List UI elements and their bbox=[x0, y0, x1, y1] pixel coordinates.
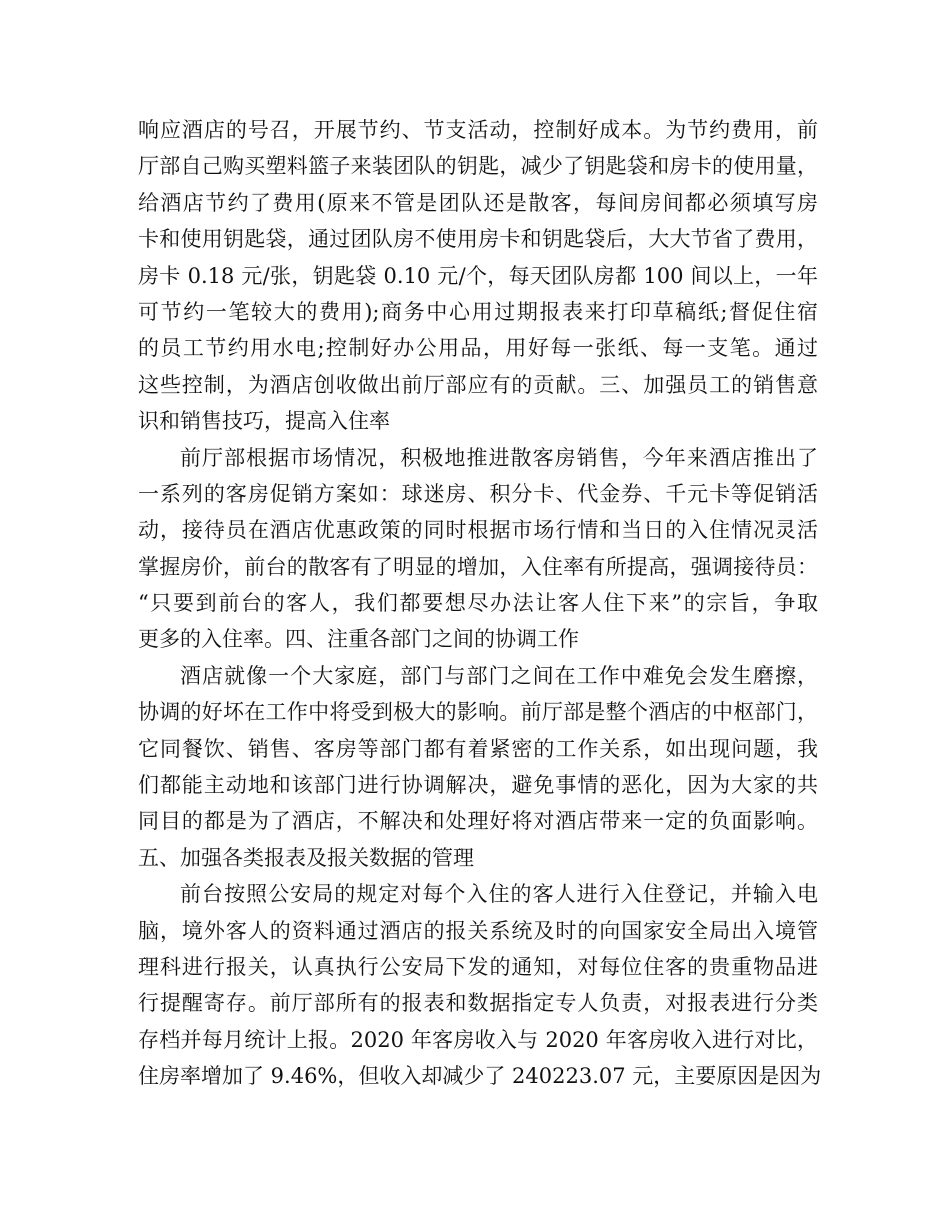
document-page bbox=[138, 112, 822, 1095]
text-line: 行提醒寄存。前厅部所有的报表和数据指定专人负责，对报表进行分类 bbox=[138, 991, 818, 1016]
text-line: 酒店就像一个大家庭，部门与部门之间在工作中难免会发生磨擦， bbox=[180, 663, 818, 688]
text-line: 的员工节约用水电;控制好办公用品，用好每一张纸、每一支笔。通过 bbox=[138, 336, 818, 361]
text-line: 前厅部根据市场情况，积极地推进散客房销售，今年来酒店推出了 bbox=[180, 445, 818, 470]
text-line: 可节约一笔较大的费用);商务中心用过期报表来打印草稿纸;督促住宿 bbox=[138, 299, 818, 324]
text-line: 理科进行报关，认真执行公安局下发的通知，对每位住客的贵重物品进 bbox=[138, 954, 818, 979]
text-line: 识和销售技巧，提高入住率 bbox=[138, 409, 390, 434]
text-line: 它同餐饮、销售、客房等部门都有着紧密的工作关系，如出现问题，我 bbox=[138, 736, 818, 761]
text-line: 响应酒店的号召，开展节约、节支活动，控制好成本。为节约费用，前 bbox=[138, 118, 818, 142]
text-line: 更多的入住率。四、注重各部门之间的协调工作 bbox=[138, 627, 579, 652]
text-line: 协调的好坏在工作中将受到极大的影响。前厅部是整个酒店的中枢部门， bbox=[138, 700, 818, 725]
text-line: 们都能主动地和该部门进行协调解决，避免事情的恶化，因为大家的共 bbox=[138, 773, 818, 798]
text-line: 住房率增加了 9.46%，但收入却减少了 240223.07 元，主要原因是因为 bbox=[138, 1064, 822, 1089]
text-line: 卡和使用钥匙袋，通过团队房不使用房卡和钥匙袋后，大大节省了费用， bbox=[138, 227, 818, 252]
text-line: “只要到前台的客人，我们都要想尽办法让客人住下来”的宗旨，争取 bbox=[138, 591, 818, 616]
text-line: 动，接待员在酒店优惠政策的同时根据市场行情和当日的入住情况灵活 bbox=[138, 518, 818, 543]
text-line: 存档并每月统计上报。2020 年客房收入与 2020 年客房收入进行对比， bbox=[138, 1027, 818, 1052]
text-line: 给酒店节约了费用(原来不管是团队还是散客，每间房间都必须填写房 bbox=[138, 190, 818, 215]
text-line: 这些控制，为酒店创收做出前厅部应有的贡献。三、加强员工的销售意 bbox=[138, 372, 818, 397]
text-line: 五、加强各类报表及报关数据的管理 bbox=[138, 845, 474, 870]
text-line: 前台按照公安局的规定对每个入住的客人进行入住登记，并输入电 bbox=[180, 882, 818, 907]
text-line: 房卡 0.18 元/张，钥匙袋 0.10 元/个，每天团队房都 100 间以上，一年 bbox=[138, 263, 818, 288]
text-line: 一系列的客房促销方案如：球迷房、积分卡、代金券、千元卡等促销活 bbox=[138, 481, 818, 506]
text-line: 同目的都是为了酒店，不解决和处理好将对酒店带来一定的负面影响。 bbox=[138, 809, 818, 834]
text-line: 掌握房价，前台的散客有了明显的增加，入住率有所提高，强调接待员： bbox=[138, 554, 818, 579]
text-line: 厅部自己购买塑料篮子来装团队的钥匙，减少了钥匙袋和房卡的使用量， bbox=[138, 154, 818, 179]
text-line: 脑，境外客人的资料通过酒店的报关系统及时的向国家安全局出入境管 bbox=[138, 918, 818, 943]
